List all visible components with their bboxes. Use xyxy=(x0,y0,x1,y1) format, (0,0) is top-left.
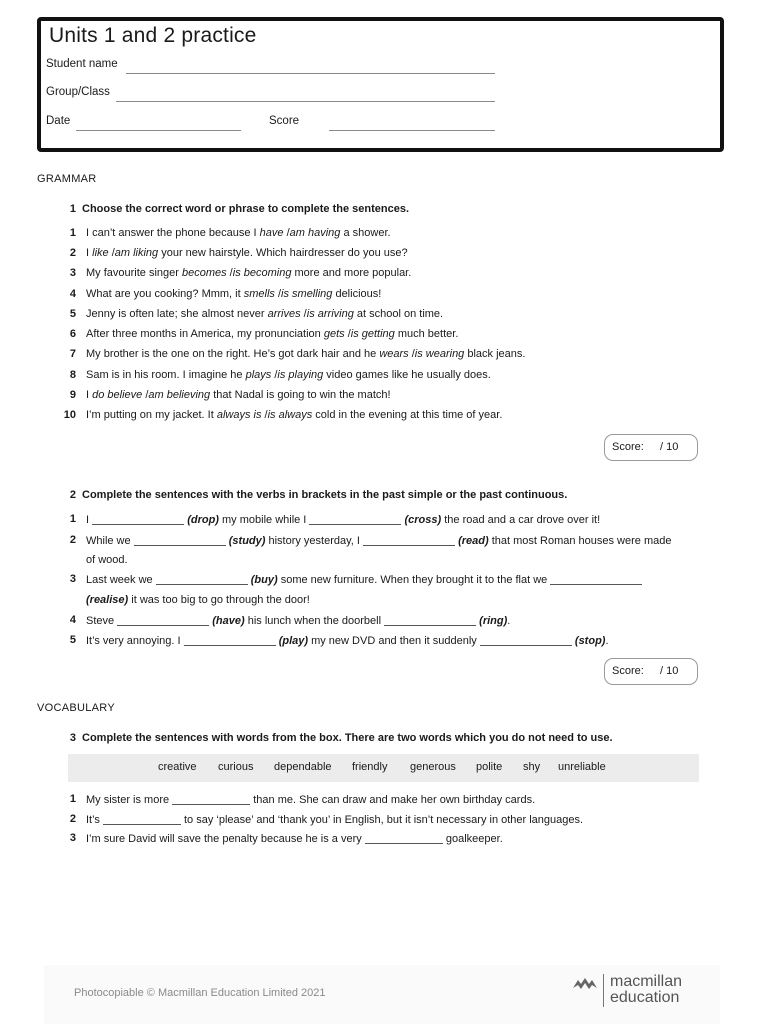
item-text: After three months in America, my pronunciation gets /is getting much better. xyxy=(86,328,459,340)
answer-blank[interactable] xyxy=(117,614,209,626)
macmillan-education-logo xyxy=(610,974,682,1006)
instruction-text: Complete the sentences with the verbs in brackets in the past simple or the past continuous. xyxy=(82,489,568,501)
item-text: My favourite singer becomes /is becoming more and more popular. xyxy=(86,267,412,279)
group-class-label: Group/Class xyxy=(46,86,110,98)
option-a[interactable]: always is xyxy=(216,409,262,421)
item-number: 2 xyxy=(69,813,76,825)
word-box-item: generous xyxy=(410,761,456,773)
item-text: I like /am liking your new hairstyle. Which hairdresser do you use? xyxy=(86,247,408,259)
item-number: 3 xyxy=(69,573,76,585)
option-a[interactable]: wears xyxy=(379,348,409,360)
answer-blank[interactable] xyxy=(480,634,572,646)
option-b[interactable]: is becoming xyxy=(232,267,292,279)
logo-divider xyxy=(603,974,604,1007)
item-text: While we (study) history yesterday, I (read) that most Roman houses were made xyxy=(86,535,672,547)
answer-blank[interactable] xyxy=(156,573,248,585)
instruction-text: Choose the correct word or phrase to complete the sentences. xyxy=(82,203,410,215)
word-box-item: dependable xyxy=(274,761,332,773)
answer-blank[interactable] xyxy=(134,534,226,546)
date-field[interactable] xyxy=(76,130,241,131)
item-text: It’s to say ‘please’ and ‘thank you’ in English, but it isn’t necessary in other languages. xyxy=(86,814,584,826)
word-box-item: shy xyxy=(523,761,541,773)
answer-blank[interactable] xyxy=(92,513,184,525)
exercise-number: 3 xyxy=(69,732,76,744)
instruction-text: Complete the sentences with words from the box. There are two words which you do not need to use. xyxy=(82,732,613,744)
logo-line-2: education xyxy=(610,989,680,1006)
option-b[interactable]: is smelling xyxy=(281,288,333,300)
item-text: (realise) it was too big to go through the door! xyxy=(86,594,310,606)
score-label: Score: xyxy=(612,441,644,453)
item-number: 2 xyxy=(69,534,76,546)
page-title: Units 1 and 2 practice xyxy=(49,24,257,47)
grammar-heading: GRAMMAR xyxy=(37,173,97,185)
item-text: Last week we (buy) some new furniture. When they brought it to the flat we xyxy=(86,573,642,586)
option-b[interactable]: is playing xyxy=(277,369,324,381)
date-label: Date xyxy=(46,115,71,127)
item-text: I can’t answer the phone because I have /am having a shower. xyxy=(86,227,391,239)
item-number: 5 xyxy=(69,308,76,320)
item-number: 9 xyxy=(69,389,76,401)
option-a[interactable]: arrives xyxy=(267,308,301,320)
item-number: 4 xyxy=(69,614,76,626)
item-number: 6 xyxy=(69,328,76,340)
answer-blank[interactable] xyxy=(384,614,476,626)
score-total: / 10 xyxy=(660,441,679,453)
score-total: / 10 xyxy=(660,665,679,677)
option-b[interactable]: is arriving xyxy=(306,308,354,320)
copyright-text: Photocopiable © Macmillan Education Limited 2021 xyxy=(74,987,326,999)
score-label: Score xyxy=(269,115,300,127)
exercise-1-instruction xyxy=(60,203,409,215)
word-box-item: polite xyxy=(476,761,503,773)
option-a[interactable]: becomes xyxy=(181,267,227,279)
item-number: 1 xyxy=(69,513,76,525)
exercise-number: 2 xyxy=(69,489,76,501)
answer-blank[interactable] xyxy=(365,832,443,844)
item-text: It’s very annoying. I (play) my new DVD and then it suddenly (stop). xyxy=(86,635,609,647)
answer-blank[interactable] xyxy=(172,793,250,805)
item-number: 5 xyxy=(69,634,76,646)
word-box xyxy=(68,754,699,782)
answer-blank[interactable] xyxy=(550,573,642,585)
score-field[interactable] xyxy=(329,130,495,131)
exercise-2-instruction xyxy=(60,489,567,501)
word-box-item: unreliable xyxy=(558,761,606,773)
item-text: Jenny is often late; she almost never arrives /is arriving at school on time. xyxy=(86,308,444,320)
score-box-exercise-1 xyxy=(604,434,698,461)
score-box-exercise-2 xyxy=(604,658,698,685)
answer-blank[interactable] xyxy=(103,813,181,825)
option-b[interactable]: is getting xyxy=(350,328,395,340)
student-name-field[interactable] xyxy=(126,73,495,74)
header-box xyxy=(37,17,724,152)
answer-blank[interactable] xyxy=(309,513,401,525)
item-text: Steve (have) his lunch when the doorbell (ring). xyxy=(86,615,511,627)
item-text: Sam is in his room. I imagine he plays /is playing video games like he usually does. xyxy=(86,369,491,381)
item-number: 3 xyxy=(69,267,76,279)
item-number: 3 xyxy=(69,832,76,844)
score-label: Score: xyxy=(612,665,644,677)
option-b[interactable]: am having xyxy=(289,227,341,239)
item-number: 4 xyxy=(69,288,76,300)
item-text: My brother is the one on the right. He’s got dark hair and he wears /is wearing black jeans. xyxy=(86,348,526,360)
item-text: I do believe /am believing that Nadal is going to win the match! xyxy=(86,389,391,401)
word-box-item: creative xyxy=(158,761,197,773)
option-a[interactable]: like xyxy=(92,247,109,259)
item-text: What are you cooking? Mmm, it smells /is smelling delicious! xyxy=(86,288,382,300)
item-text: I’m putting on my jacket. It always is /is always cold in the evening at this time of year. xyxy=(86,409,503,421)
item-number: 1 xyxy=(69,793,76,805)
group-class-field[interactable] xyxy=(116,101,495,102)
option-a[interactable]: plays xyxy=(245,369,272,381)
option-a[interactable]: smells xyxy=(243,288,275,300)
answer-blank[interactable] xyxy=(184,634,276,646)
item-number: 10 xyxy=(63,409,76,421)
logo-line-1: macmillan xyxy=(610,973,683,990)
item-number: 2 xyxy=(69,247,76,259)
item-text: I (drop) my mobile while I (cross) the road and a car drove over it! xyxy=(86,514,601,526)
exercise-number: 1 xyxy=(69,203,76,215)
item-number: 7 xyxy=(69,348,76,360)
option-b[interactable]: am liking xyxy=(114,247,159,259)
item-text: I’m sure David will save the penalty because he is a very goalkeeper. xyxy=(86,833,503,845)
item-text: of wood. xyxy=(86,554,128,566)
option-b[interactable]: am believing xyxy=(148,389,211,401)
option-a[interactable]: do believe xyxy=(92,389,143,401)
option-b[interactable]: is always xyxy=(267,409,313,421)
item-number: 8 xyxy=(69,369,76,381)
item-number: 1 xyxy=(69,227,76,239)
vocabulary-heading: VOCABULARY xyxy=(37,702,115,714)
macmillan-logo-icon xyxy=(572,972,598,994)
student-name-label: Student name xyxy=(46,58,118,70)
answer-blank[interactable] xyxy=(363,534,455,546)
word-box-item: curious xyxy=(218,761,254,773)
item-text: My sister is more than me. She can draw and make her own birthday cards. xyxy=(86,794,536,806)
word-box-item: friendly xyxy=(352,761,388,773)
exercise-3-instruction xyxy=(60,732,613,744)
option-a[interactable]: gets xyxy=(323,328,345,340)
option-b[interactable]: is wearing xyxy=(414,348,465,360)
option-a[interactable]: have xyxy=(259,227,284,239)
